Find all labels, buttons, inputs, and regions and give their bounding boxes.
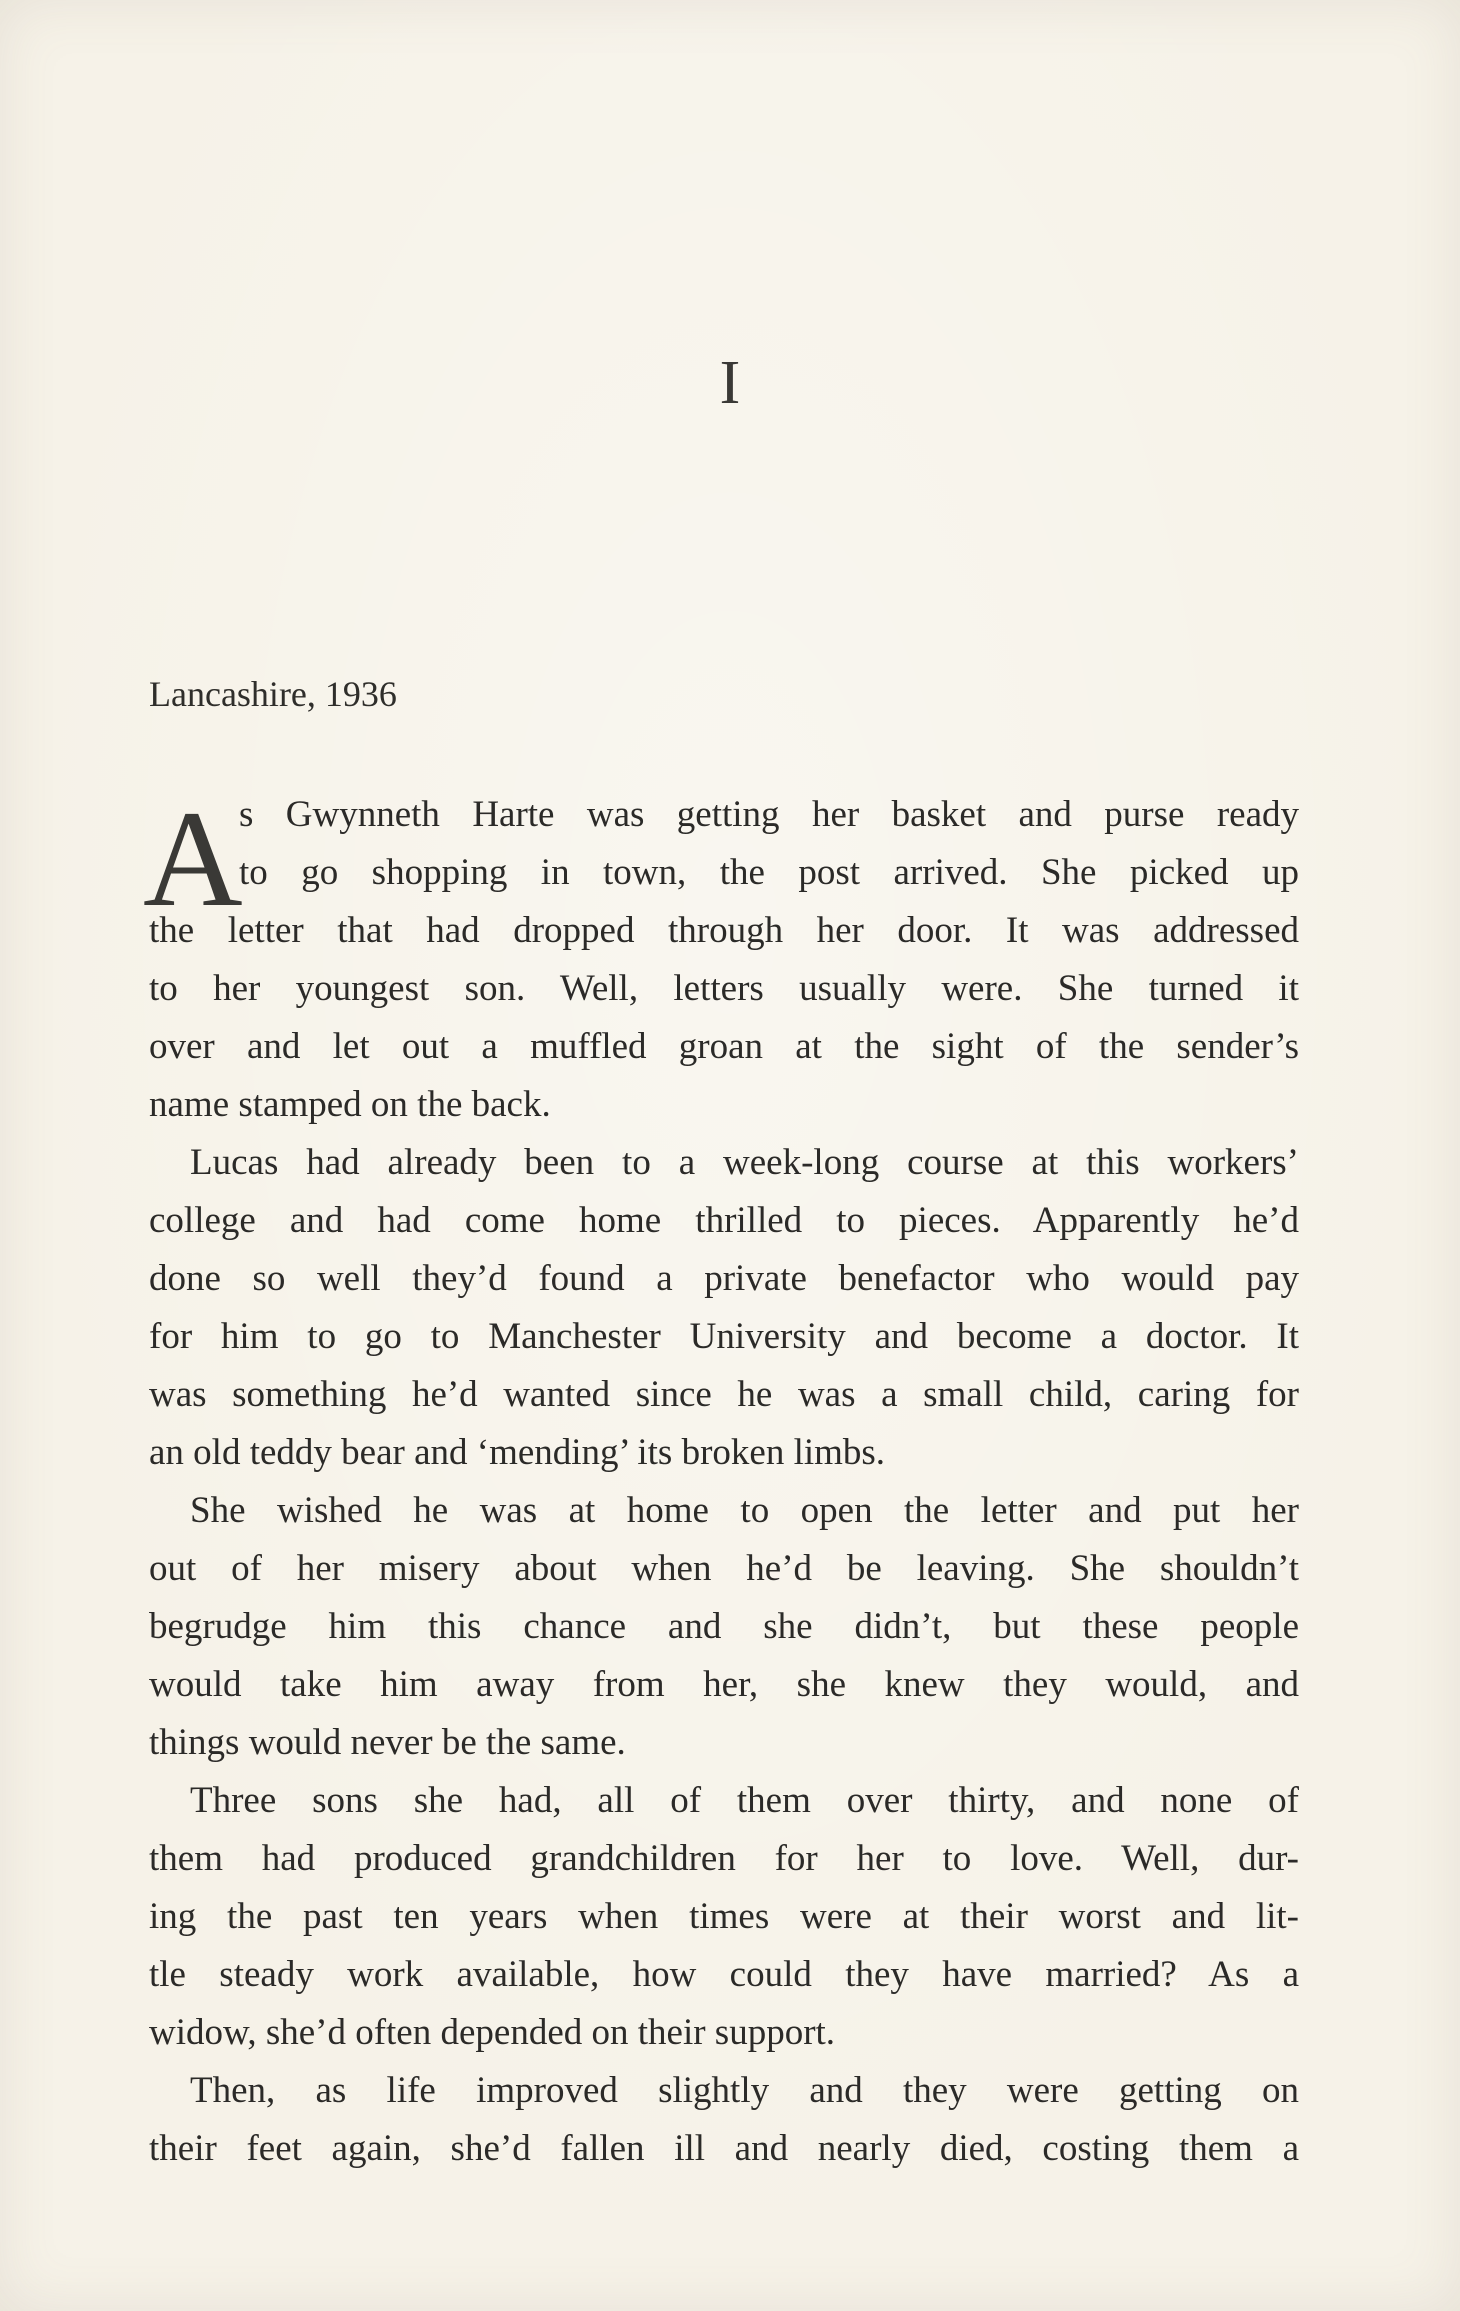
place-date-heading: Lancashire, 1936 (149, 674, 397, 714)
text-line: was something he’d wanted since he was a small child, caring for (149, 1374, 1299, 1415)
drop-cap: A (143, 782, 243, 935)
text-line: them had produced grandchildren for her to love. Well, dur- (149, 1838, 1299, 1879)
paragraph-4 (149, 1772, 1299, 2062)
text-line: to go shopping in town, the post arrived. She picked up (239, 852, 1299, 893)
paragraph-1 (143, 782, 1299, 1134)
text-line: tle steady work available, how could they have married? As a (149, 1954, 1299, 1995)
text-line: Lucas had already been to a week-long course at this workers’ (190, 1142, 1299, 1183)
text-line: college and had come home thrilled to pieces. Apparently he’d (149, 1200, 1299, 1241)
text-line: begrudge him this chance and she didn’t, but these people (149, 1606, 1299, 1647)
chapter-number: I (719, 349, 741, 417)
text-line: for him to go to Manchester University and become a doctor. It (149, 1316, 1299, 1357)
text-line: an old teddy bear and ‘mending’ its broken limbs. (149, 1432, 886, 1473)
text-line: their feet again, she’d fallen ill and nearly died, costing them a (149, 2128, 1299, 2169)
body-text (143, 782, 1299, 2178)
paragraph-3 (149, 1482, 1299, 1772)
text-line: the letter that had dropped through her door. It was addressed (149, 910, 1299, 951)
text-line: over and let out a muffled groan at the sight of the sender’s (149, 1026, 1299, 1067)
text-line: would take him away from her, she knew they would, and (149, 1664, 1299, 1705)
text-line: name stamped on the back. (149, 1084, 551, 1125)
text-line: s Gwynneth Harte was getting her basket and purse ready (239, 794, 1299, 835)
text-line: done so well they’d found a private benefactor who would pay (149, 1258, 1299, 1299)
text-line: out of her misery about when he’d be leaving. She shouldn’t (149, 1548, 1299, 1589)
paragraph-2 (149, 1134, 1299, 1482)
text-line: She wished he was at home to open the letter and put her (190, 1490, 1299, 1531)
text-line: things would never be the same. (149, 1722, 626, 1763)
text-line: Three sons she had, all of them over thirty, and none of (190, 1780, 1299, 1821)
paragraph-5 (149, 2062, 1299, 2178)
text-line: ing the past ten years when times were at their worst and lit- (149, 1896, 1299, 1937)
text-line: widow, she’d often depended on their support. (149, 2012, 836, 2053)
text-line: to her youngest son. Well, letters usually were. She turned it (149, 968, 1299, 1009)
text-line: Then, as life improved slightly and they were getting on (190, 2070, 1299, 2111)
